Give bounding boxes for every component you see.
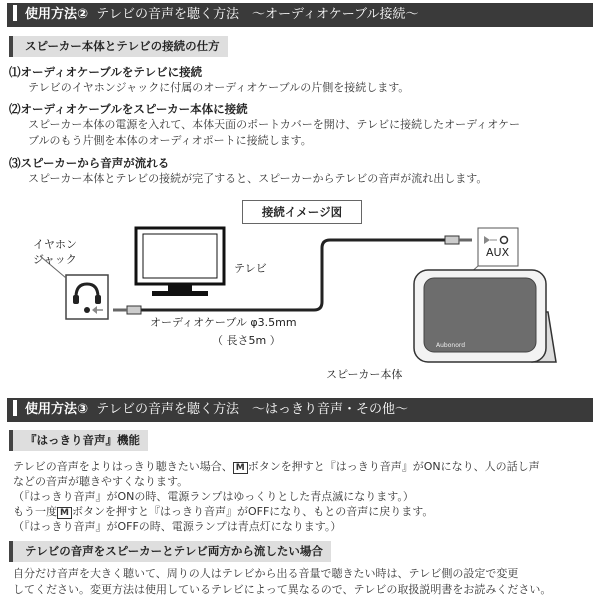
section-title: テレビの音声を聴く方法 ～はっきり音声・その他～ (96, 402, 409, 417)
both-output-line-1: 自分だけ音声を大きく聴いて、周りの人はテレビから出る音量で聴きたい時は、テレビ側の設定で変更 (13, 567, 519, 580)
connection-diagram (0, 222, 600, 392)
step-2-text-line2: ブルのもう片側を本体のオーディオポートに接続します。 (28, 134, 312, 147)
clear-voice-line-3: （『はっきり音声』がONの時、電源ランプはゆっくりとした青点滅になります。） (13, 490, 414, 503)
step-2-title: ⑵オーディオケーブルをスピーカー本体に接続 (9, 102, 248, 116)
earphone-jack-label-2: ジャック (33, 253, 77, 266)
section-header-usage-2 (7, 3, 593, 27)
clear-voice-line-4: もう一度 M ボタンを押すと『はっきり音声』がOFFになり、もとの音声に戻ります。 (13, 505, 434, 518)
section-header-usage-3 (7, 398, 593, 422)
step-3-title: ⑶スピーカーから音声が流れる (9, 156, 170, 170)
step-3-text: スピーカー本体とテレビの接続が完了すると、スピーカーからテレビの音声が流れ出します。 (28, 172, 488, 185)
clear-voice-line-5: （『はっきり音声』がOFFの時、電源ランプは青点灯になります。） (13, 520, 342, 533)
header-accent (13, 400, 17, 416)
aux-label: AUX (486, 246, 510, 259)
section-prefix: 使用方法② (25, 7, 89, 22)
header-accent (13, 5, 17, 21)
diagram-title: 接続イメージ図 (242, 200, 362, 224)
section-prefix: 使用方法③ (25, 402, 89, 417)
cable-length-label: （ 長さ5m ） (212, 334, 281, 347)
connection-heading: スピーカー本体とテレビの接続の仕方 (9, 36, 228, 57)
step-1-text: テレビのイヤホンジャックに付属のオーディオケーブルの片側を接続します。 (28, 81, 410, 94)
tv-label: テレビ (234, 262, 267, 275)
speaker-label: スピーカー本体 (326, 368, 403, 381)
clear-voice-heading: 『はっきり音声』機能 (9, 430, 148, 451)
section-title: テレビの音声を聴く方法 ～オーディオケーブル接続～ (96, 7, 419, 22)
both-output-line-2: してください。変更方法は使用しているテレビによって異なるので、テレビの取扱説明書をお読みください。 (13, 583, 552, 596)
m-button-icon: M (57, 507, 72, 519)
step-1-title: ⑴オーディオケーブルをテレビに接続 (9, 65, 203, 79)
speaker-brand: Aubonord (436, 342, 466, 349)
clear-voice-line-1: テレビの音声をよりはっきり聴きたい場合、 M ボタンを押すと『はっきり音声』がONになり、人の話し声 (13, 460, 540, 473)
step-2-text-line1: スピーカー本体の電源を入れて、本体天面のポートカバーを開け、テレビに接続したオーディオケー (28, 118, 521, 131)
earphone-jack-label-1: イヤホン (33, 238, 77, 251)
both-output-heading: テレビの音声をスピーカーとテレビ両方から流したい場合 (9, 541, 331, 562)
cable-label: オーディオケーブル φ3.5mm (150, 316, 297, 329)
clear-voice-line-2: などの音声が聴きやすくなります。 (13, 475, 189, 488)
tv-icon (136, 228, 224, 296)
m-button-icon: M (233, 462, 248, 474)
